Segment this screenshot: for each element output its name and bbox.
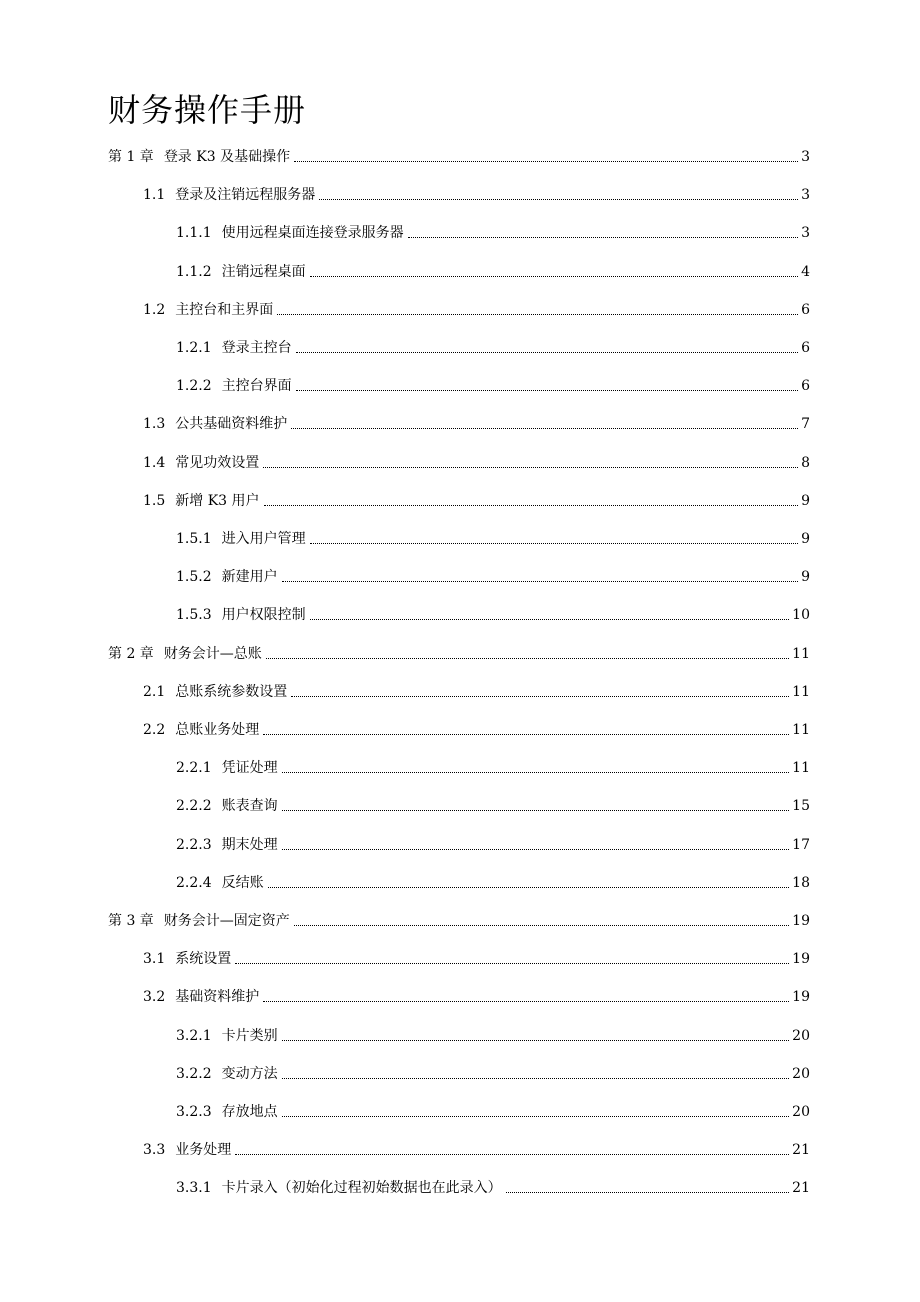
toc-entry-number: 3.2.2 [176,1065,212,1082]
toc-entry-label: 用户权限控制 [221,607,306,624]
toc-entry-page-number: 11 [792,683,810,700]
toc-entry[interactable] [176,756,810,778]
toc-entry-page-number: 9 [801,531,810,547]
toc-entry-label: 登录 K3 及基础操作 [163,149,291,165]
toc-dot-leader [282,772,790,773]
toc-entry-page-number: 17 [792,836,810,853]
toc-entry[interactable] [176,794,810,816]
toc-dot-leader [310,276,798,277]
toc-entry[interactable] [176,603,810,625]
toc-entry-label: 卡片类别 [221,1027,278,1044]
toc-entry-number: 1.2.1 [176,340,212,356]
toc-entry-label: 基础资料维护 [175,989,260,1006]
toc-entry[interactable] [176,374,810,396]
toc-entry-number: 1.3 [143,416,166,433]
toc-entry-number: 1.5.3 [176,607,212,624]
toc-entry-label: 反结账 [221,874,264,891]
toc-entry-label: 业务处理 [175,1142,232,1159]
toc-entry-page-number: 9 [801,569,810,586]
toc-dot-leader [263,467,798,468]
toc-entry-number: 1.4 [143,454,166,471]
toc-entry[interactable] [143,947,810,969]
toc-entry-label: 凭证处理 [221,760,278,777]
toc-entry-label: 新增 K3 用户 [175,492,260,509]
toc-entry-page-number: 8 [801,454,810,471]
toc-entry-page-number: 10 [792,607,810,624]
toc-entry[interactable] [176,336,810,358]
toc-entry-page-number: 3 [801,149,810,165]
toc-entry[interactable] [143,985,810,1007]
toc-entry-page-number: 19 [792,989,810,1006]
toc-entry-page-number: 6 [801,340,810,356]
toc-dot-leader [294,925,789,926]
toc-dot-leader [282,581,798,582]
toc-dot-leader [291,428,798,429]
toc-entry-label: 财务会计—总账 [163,645,262,662]
toc-entry-number: 1.2 [143,301,166,318]
toc-entry-page-number: 9 [801,492,810,509]
toc-dot-leader [264,505,799,506]
toc-entry-page-number: 6 [801,378,810,395]
toc-entry[interactable] [143,1138,810,1160]
toc-entry-number: 2.2.2 [176,798,212,815]
toc-entry[interactable] [176,871,810,893]
toc-entry[interactable] [108,642,810,664]
toc-dot-leader [294,161,798,162]
toc-entry-label: 主控台界面 [221,378,292,395]
toc-dot-leader [277,314,798,315]
toc-dot-leader [282,1078,790,1079]
toc-entry-page-number: 11 [792,645,810,662]
toc-entry[interactable] [176,833,810,855]
toc-dot-leader [282,849,790,850]
toc-dot-leader [319,199,798,200]
toc-entry-number: 3.2.1 [176,1027,212,1044]
toc-entry-number: 1.5 [143,492,166,509]
toc-entry-number: 1.5.1 [176,531,212,547]
toc-entry-page-number: 20 [792,1104,810,1120]
toc-entry[interactable] [176,1062,810,1084]
toc-entry-label: 使用远程桌面连接登录服务器 [221,225,404,242]
toc-entry-page-number: 20 [792,1027,810,1044]
toc-entry-number: 1.2.2 [176,378,212,395]
toc-entry-page-number: 20 [792,1065,810,1082]
toc-dot-leader [408,237,798,238]
toc-entry[interactable] [176,527,810,549]
toc-entry-number: 第 2 章 [108,645,154,662]
toc-dot-leader [235,963,789,964]
toc-entry-label: 新建用户 [221,569,278,586]
toc-dot-leader [263,734,789,735]
toc-dot-leader [268,887,790,888]
toc-entry-label: 期末处理 [221,836,278,853]
toc-entry-number: 2.2 [143,722,166,738]
toc-entry[interactable] [143,451,810,473]
toc-entry-number: 3.3 [143,1142,166,1159]
toc-entry-label: 公共基础资料维护 [175,416,288,433]
toc-entry-label: 登录主控台 [221,340,292,356]
toc-entry-number: 3.2.3 [176,1104,212,1120]
document-title: 财务操作手册 [108,91,307,129]
toc-entry-number: 1.1.2 [176,263,212,280]
toc-entry-number: 2.2.3 [176,836,212,853]
toc-dot-leader [506,1192,790,1193]
toc-entry-label: 变动方法 [221,1065,278,1082]
toc-entry-label: 进入用户管理 [221,531,306,547]
toc-entry-page-number: 4 [801,263,810,280]
toc-entry[interactable] [143,412,810,434]
toc-entry-label: 主控台和主界面 [175,301,274,318]
toc-entry[interactable] [143,718,810,740]
toc-entry-label: 登录及注销远程服务器 [175,187,316,204]
toc-entry[interactable] [176,1176,810,1198]
toc-entry[interactable] [143,183,810,205]
toc-entry-page-number: 19 [792,913,810,929]
toc-entry-number: 3.1 [143,951,166,968]
toc-entry-number: 2.2.4 [176,874,212,891]
toc-entry[interactable] [108,909,810,931]
toc-entry-number: 2.1 [143,683,166,700]
toc-entry[interactable] [143,298,810,320]
toc-entry-number: 2.2.1 [176,760,212,777]
toc-entry-page-number: 3 [801,187,810,204]
toc-entry-label: 账表查询 [221,798,278,815]
toc-dot-leader [282,1040,790,1041]
toc-entry-label: 系统设置 [175,951,232,968]
toc-entry[interactable] [176,260,810,282]
toc-entry[interactable] [176,221,810,243]
toc-dot-leader [266,658,789,659]
toc-entry-number: 3.3.1 [176,1180,212,1197]
toc-entry-label: 注销远程桌面 [221,263,306,280]
toc-entry-page-number: 11 [792,760,810,777]
toc-entry[interactable] [176,1100,810,1122]
toc-entry[interactable] [176,565,810,587]
toc-entry-label: 存放地点 [221,1104,278,1120]
toc-dot-leader [310,543,798,544]
toc-entry-label: 总账业务处理 [175,722,260,738]
toc-dot-leader [296,390,798,391]
toc-entry-page-number: 18 [792,874,810,891]
toc-entry-page-number: 11 [792,722,810,738]
toc-dot-leader [310,619,790,620]
toc-dot-leader [282,810,790,811]
toc-entry-page-number: 6 [801,301,810,318]
toc-dot-leader [291,696,789,697]
toc-entry[interactable] [143,680,810,702]
toc-entry-label: 财务会计—固定资产 [163,913,290,929]
toc-entry-page-number: 19 [792,951,810,968]
toc-entry-label: 卡片录入（初始化过程初始数据也在此录入） [221,1180,502,1197]
toc-entry[interactable] [176,1024,810,1046]
toc-dot-leader [235,1154,789,1155]
toc-entry-number: 第 1 章 [108,149,154,165]
toc-entry-number: 1.1 [143,187,166,204]
toc-entry-label: 常见功效设置 [175,454,260,471]
toc-dot-leader [296,352,798,353]
toc-entry[interactable] [108,145,810,167]
toc-dot-leader [282,1116,790,1117]
toc-entry[interactable] [143,489,810,511]
toc-entry-page-number: 3 [801,225,810,242]
toc-entry-page-number: 21 [792,1142,810,1159]
toc-entry-number: 1.5.2 [176,569,212,586]
toc-entry-number: 1.1.1 [176,225,212,242]
toc-entry-label: 总账系统参数设置 [175,683,288,700]
toc-entry-page-number: 7 [801,416,810,433]
toc-entry-number: 第 3 章 [108,913,154,929]
toc-dot-leader [263,1001,789,1002]
toc-entry-page-number: 21 [792,1180,810,1197]
toc-entry-number: 3.2 [143,989,166,1006]
toc-entry-page-number: 15 [792,798,810,815]
